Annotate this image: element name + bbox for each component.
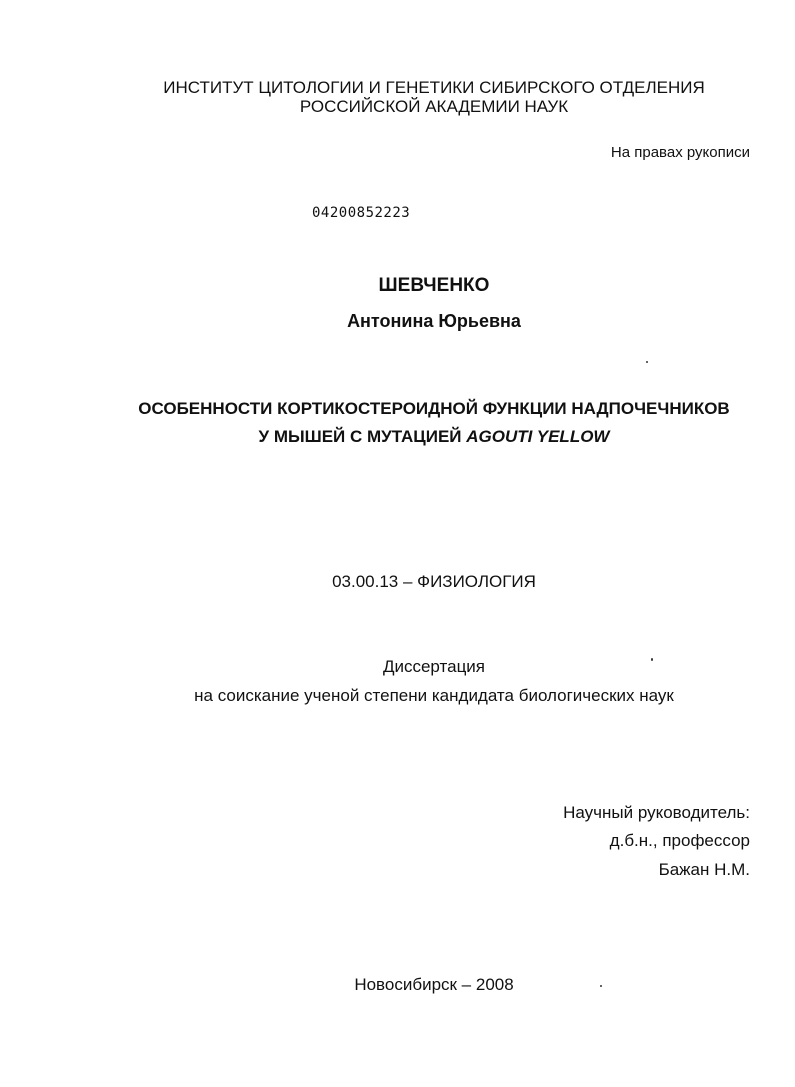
registration-number: 04200852223: [312, 205, 411, 221]
supervisor-degree: д.б.н., профессор: [609, 831, 750, 850]
place-year: Новосибирск – 2008: [354, 975, 514, 994]
author-given-names: Антонина Юрьевна: [347, 311, 521, 331]
work-type-line-1: Диссертация: [382, 657, 486, 676]
work-type-line-2: на соискание ученой степени кандидата биологических наук: [194, 686, 674, 705]
manuscript-note: На правах рукописи: [610, 144, 750, 161]
title-prefix: У МЫШЕЙ С МУТАЦИЕЙ: [258, 427, 467, 446]
specialty: 03.00.13 – ФИЗИОЛОГИЯ: [332, 572, 536, 591]
supervisor-label: Научный руководитель:: [563, 803, 750, 822]
scan-speck: [646, 361, 648, 363]
institution-line-1: ИНСТИТУТ ЦИТОЛОГИИ И ГЕНЕТИКИ СИБИРСКОГО ОТДЕЛЕНИЯ: [163, 78, 705, 97]
institution-line-2: РОССИЙСКОЙ АКАДЕМИИ НАУК: [299, 97, 569, 116]
dissertation-title-line-2: [0, 427, 795, 447]
supervisor-name: Бажан Н.М.: [658, 860, 750, 879]
scan-speck: [600, 985, 602, 987]
author-surname: ШЕВЧЕНКО: [378, 275, 490, 296]
dissertation-title-line-1: ОСОБЕННОСТИ КОРТИКОСТЕРОИДНОЙ ФУНКЦИИ НАДПОЧЕЧНИКОВ: [138, 399, 730, 418]
scan-speck: [651, 658, 653, 661]
mutation-name: AGOUTI YELLOW: [466, 427, 610, 446]
